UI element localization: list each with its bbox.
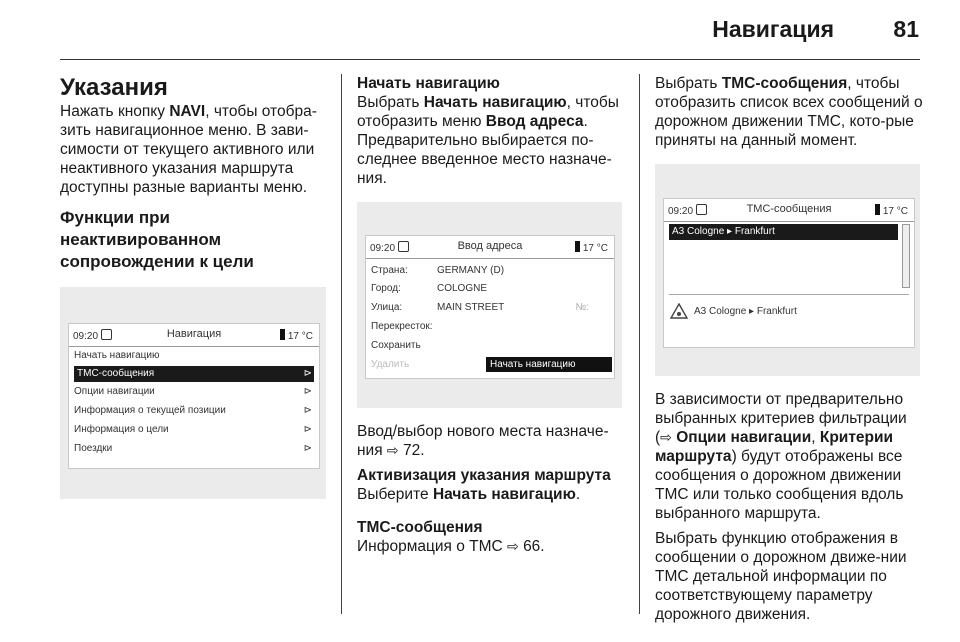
paragraph: Ввод/выбор нового места назначе-ния ⇨ 72. <box>357 423 609 459</box>
form-row-street[interactable]: Улица: MAIN STREET №: <box>371 300 609 316</box>
chevron-right-icon: ⊳ <box>303 443 312 454</box>
menu-item[interactable]: Информация о текущей позиции ⊳ <box>74 403 314 419</box>
subheading: Начать навигацию <box>357 75 500 92</box>
chevron-right-icon: ⊳ <box>303 368 312 379</box>
section-heading: Указания <box>60 74 168 101</box>
house-number-label: №: <box>575 302 589 313</box>
scrollbar[interactable] <box>902 224 910 288</box>
thermometer-icon <box>575 241 580 252</box>
column-2 <box>357 74 625 556</box>
screenshot-navigation-menu: 09:20 Навигация 17 °C Начать навигацию TMC-сообщения ⊳ Опции навигации ⊳ Информация о текущей позиции ⊳ Информация о цели ⊳ Поездки ⊳ <box>60 287 326 499</box>
paragraph: В зависимости от предварительно выбранных критериев фильтрации (⇨ Опции навигации, Критерии маршрута) будут отображены все сообщения о дорожном движении TMC или только сообщения вдоль выбранного маршрута. <box>655 391 907 522</box>
paragraph: Нажать кнопку NAVI, чтобы отобра-зить навигационное меню. В зави-симости от текущего активного или неактивного указания маршрута доступны разные варианты меню. <box>60 103 317 196</box>
delete-button[interactable]: Удалить <box>371 359 410 370</box>
column-3 <box>655 74 925 624</box>
subheading: TMC-сообщения <box>357 519 483 536</box>
header-title: Навигация <box>712 16 834 42</box>
thermometer-icon <box>875 204 880 215</box>
menu-item-selected[interactable]: TMC-сообщения ⊳ <box>74 366 314 382</box>
paragraph: Выбрать Начать навигацию, чтобы отобразить меню Ввод адреса. Предварительно выбирается по-следнее введенное место назначе-ния. <box>357 94 619 187</box>
form-row-country[interactable]: Страна: GERMANY (D) <box>371 265 505 276</box>
chevron-right-icon: ⊳ <box>303 386 312 397</box>
divider <box>669 294 909 295</box>
subheading: Функции при неактивированном сопровождении к цели <box>60 208 254 271</box>
form-row-city[interactable]: Город: COLOGNE <box>371 283 488 294</box>
paragraph: Выбрать функцию отображения в сообщении о дорожном движе-нии TMC детальной информации по соответствующему параметру дорожного движения. <box>655 530 907 623</box>
reference-arrow-icon: ⇨ <box>660 429 672 445</box>
screenshot-address-input: 09:20 Ввод адреса 17 °C Страна: GERMANY (D) Город: COLOGNE Улица: MAIN STREET №: Перекресток: Сохранить Удалить Начать навигацию <box>357 202 622 408</box>
reference-arrow-icon: ⇨ <box>507 538 519 554</box>
column-1 <box>60 74 326 499</box>
tmc-message-detail: A3 Cologne ▸ Frankfurt <box>694 306 797 317</box>
paragraph: Информация о TMC ⇨ 66. <box>357 538 545 555</box>
column-divider <box>639 74 640 614</box>
page-header <box>0 0 960 60</box>
column-divider <box>341 74 342 614</box>
tmc-message-selected[interactable]: A3 Cologne ▸ Frankfurt <box>669 224 898 240</box>
thermometer-icon <box>280 329 285 340</box>
reference-arrow-icon: ⇨ <box>386 442 399 458</box>
traffic-warning-icon <box>670 303 688 319</box>
start-navigation-button[interactable]: Начать навигацию <box>486 357 612 372</box>
menu-item[interactable]: Информация о цели ⊳ <box>74 422 314 438</box>
save-button[interactable]: Сохранить <box>371 340 421 351</box>
subheading: Активизация указания маршрута <box>357 467 611 484</box>
menu-item[interactable]: Поездки ⊳ <box>74 441 314 457</box>
menu-item[interactable]: Начать навигацию <box>74 350 160 361</box>
menu-item[interactable]: Опции навигации ⊳ <box>74 384 314 400</box>
paragraph: Выбрать TMC-сообщения, чтобы отобразить список всех сообщений о дорожном движении TMC, кото-рые приняты на данный момент. <box>655 75 923 149</box>
paragraph: Выберите Начать навигацию. <box>357 486 581 503</box>
header-rule <box>60 59 920 60</box>
page-number: 81 <box>893 16 919 42</box>
chevron-right-icon: ⊳ <box>303 424 312 435</box>
screenshot-tmc-messages: 09:20 TMC-сообщения 17 °C A3 Cologne ▸ Frankfurt A3 Cologne ▸ Frankfurt <box>655 164 920 376</box>
chevron-right-icon: ⊳ <box>303 405 312 416</box>
form-row-crossing[interactable]: Перекресток: <box>371 321 433 332</box>
